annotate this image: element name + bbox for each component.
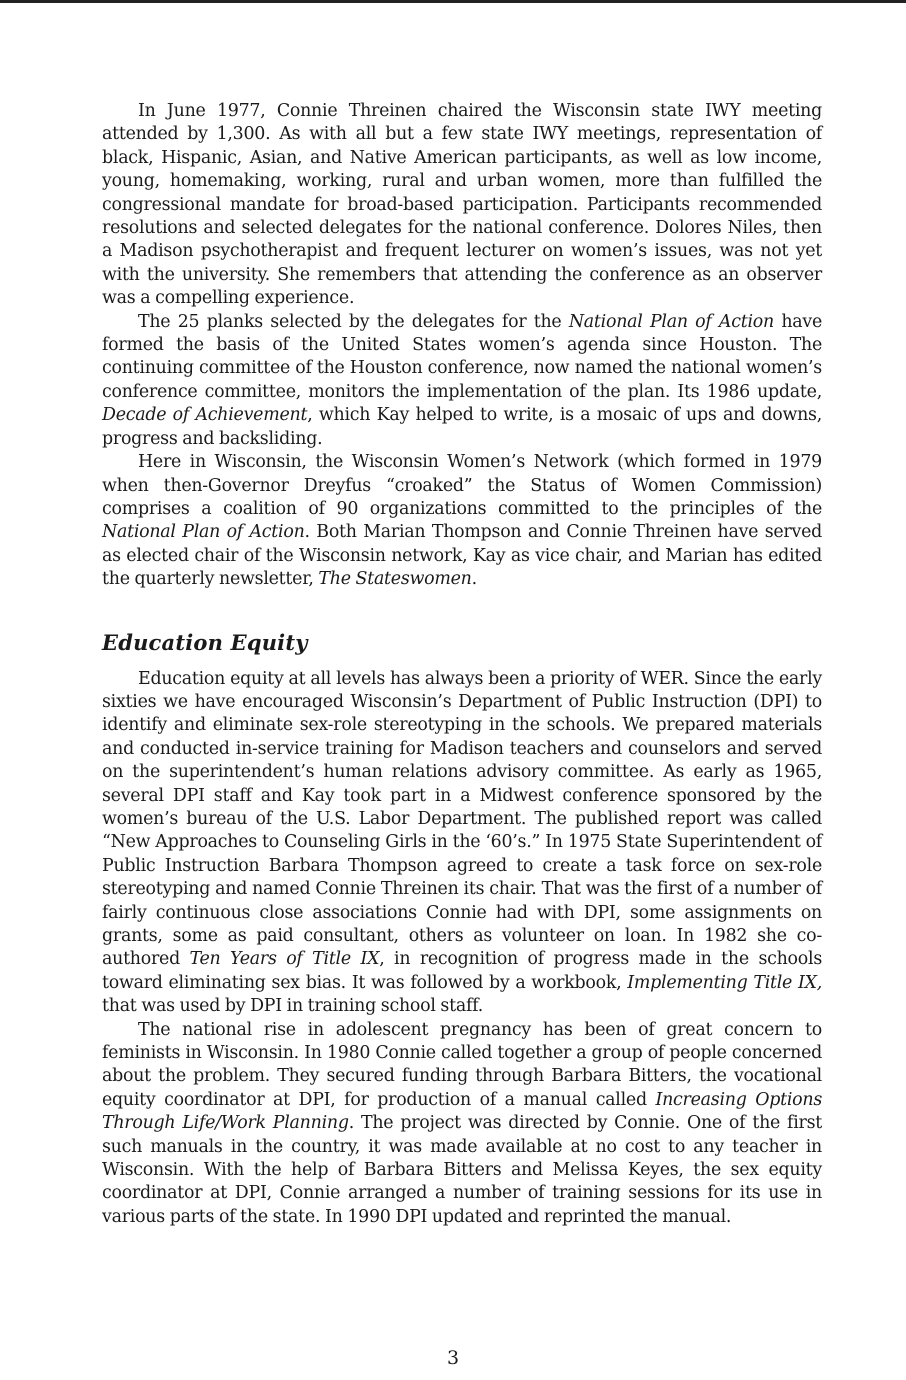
- book-title-text: Increasing Options Through Life/Work Planning: [102, 1089, 822, 1134]
- paragraph: [102, 1019, 822, 1230]
- book-title-text: National Plan of Action: [102, 522, 305, 543]
- book-title-text: Ten Years of Title IX: [189, 949, 380, 970]
- text-run: In June 1977, Connie Threinen chaired the Wisconsin state IWY meeting attended by 1,300. As with all but a few state IWY meetings, representation of black, Hispanic, Asian, and Native American participants, as well as low income, young, homemaking, working, rural and urban women, more than fulfilled the congressional mandate for broad-based participation. Participants recommended resolutions and selected delegates for the national conference. Dolores Niles, then a Madison psychotherapist and frequent lecturer on women’s issues, was not yet with the university. She remembers that attending the conference as an observer was a compelling experience.: [102, 101, 822, 309]
- book-title-text: Decade of Achievement: [102, 405, 308, 426]
- paragraph: [102, 451, 822, 591]
- paragraph: [102, 311, 822, 451]
- section-heading: Education Equity: [102, 629, 308, 655]
- paragraph: [102, 100, 822, 311]
- book-title-text: The Stateswomen: [318, 569, 472, 590]
- paragraph: [102, 668, 822, 1019]
- text-run: The national rise in adolescent pregnancy has been of great concern to feminists in Wisconsin. In 1980 Connie called together a group of people concerned about the problem. They secured funding through Barbara Bitters, the vocational equity coordinator at DPI, for production of a manual called: [102, 1019, 822, 1110]
- text-run: The 25 planks selected by the delegates for the: [138, 311, 569, 332]
- text-run: have formed the basis of the United States women’s agenda since Houston. The continuing committee of the Houston conference, now named the national women’s conference committee, monitors the implementation of the plan. Its 1986 update,: [102, 311, 823, 402]
- page-number: 3: [446, 1347, 460, 1369]
- text-run: , in recognition of progress made in the schools toward eliminating sex bias. It was followed by a workbook,: [102, 949, 822, 993]
- text-run: Here in Wisconsin, the Wisconsin Women’s Network (which formed in 1979 when then-Governor Dreyfus “croaked” the Status of Women Commission) comprises a coalition of 90 organizations committed to the principles of the: [102, 452, 822, 519]
- text-run: .: [471, 569, 477, 590]
- book-title-text: National Plan of Action: [568, 311, 774, 332]
- page-body: [102, 100, 822, 1229]
- text-run: . The project was directed by Connie. One of the first such manuals in the country, it was made available at no cost to any teacher in Wisconsin. With the help of Barbara Bitters and Melissa Keyes, the sex equity coordinator at DPI, Connie arranged a number of training sessions for its use in various parts of the state. In 1990 DPI updated and reprinted the manual.: [102, 1113, 823, 1227]
- text-run: Education equity at all levels has always been a priority of WER. Since the early sixties we have encouraged Wisconsin’s Department of Public Instruction (DPI) to identify and eliminate sex-role stereotyping in the schools. We prepared materials and conducted in-service training for Madison teachers and counselors and served on the superintendent’s human relations advisory committee. As early as 1965, several DPI staff and Kay took part in a Midwest conference sponsored by the women’s bureau of the U.S. Labor Department. The published report was called “New Approaches to Counseling Girls in the ‘60’s.” In 1975 State Superintendent of Public Instruction Barbara Thompson agreed to create a task force on sex-role stereotyping and named Connie Threinen its chair. That was the first of a number of fairly continuous close associations Connie had with DPI, some assignments on grants, some as paid consultant, others as volunteer on loan. In 1982 she co-authored: [102, 668, 822, 970]
- text-run: that was used by DPI in training school staff.: [102, 996, 483, 1017]
- text-run: . Both Marian Thompson and Connie Threinen have served as elected chair of the Wisconsin network, Kay as vice chair, and Marian has edited the quarterly newsletter,: [102, 522, 822, 590]
- book-title-text: Implementing Title IX,: [627, 972, 822, 993]
- top-border-rule: [0, 0, 906, 3]
- text-run: , which Kay helped to write, is a mosaic of ups and downs, progress and backsliding.: [102, 405, 822, 449]
